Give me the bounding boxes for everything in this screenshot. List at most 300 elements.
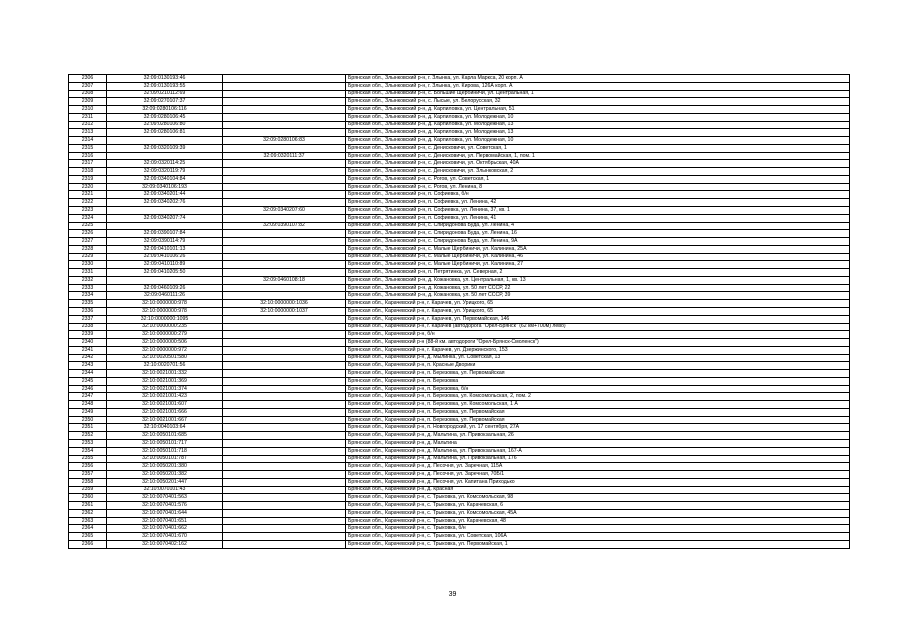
address-cell: Брянская обл., Злынковский р-н, с. Спиридонова Буда, ул. Ленина, 4 xyxy=(346,222,850,230)
address-cell: Брянская обл., Злынковский р-н, п. Софиевка, б/н xyxy=(346,191,850,199)
address-cell: Брянская обл., Карачевский р-н, п. Березовка, ул. Первомайская xyxy=(346,408,850,416)
row-number-cell: 2315 xyxy=(69,144,107,152)
cadastral-number-cell: 32:10:0050201:447 xyxy=(107,478,223,486)
address-cell: Брянская обл., Карачевский р-н, п. Красные Дворики xyxy=(346,362,850,370)
object-cadastral-number-cell xyxy=(223,346,346,354)
row-number-cell: 2311 xyxy=(69,113,107,121)
object-cadastral-number-cell xyxy=(223,486,346,494)
cadastral-number-cell: 32:10:0000000:978 xyxy=(107,300,223,308)
address-cell: Брянская обл., Карачевский р-н, п. Новгородский, ул. 17 сентября, 27А xyxy=(346,424,850,432)
object-cadastral-number-cell xyxy=(223,463,346,471)
cadastral-number-cell: 32:10:0070402:162 xyxy=(107,540,223,548)
object-cadastral-number-cell xyxy=(223,315,346,323)
address-cell: Брянская обл., Карачевский р-н, п. Березовка, б/н xyxy=(346,385,850,393)
address-cell: Брянская обл., Карачевский р-н, п. Березовка, ул. Первомайская xyxy=(346,416,850,424)
address-cell: Брянская обл., Карачевский р-н, д. Мылинка, ул. Советская, 13 xyxy=(346,354,850,362)
address-cell: Брянская обл., Карачевский р-н, д. Мальтина, ул. Привокзальная, 26 xyxy=(346,432,850,440)
table-row xyxy=(69,168,850,176)
table-row xyxy=(69,432,850,440)
table-row xyxy=(69,502,850,510)
address-cell: Брянская обл., Карачевский р-н, г. Карачев (автодорога "Орел-Брянск" (62 км+700м) лево) xyxy=(346,323,850,331)
object-cadastral-number-cell xyxy=(223,75,346,83)
table-row xyxy=(69,245,850,253)
cadastral-number-cell: 32:10:0021001:666 xyxy=(107,408,223,416)
cadastral-number-cell: 32:10:0050101:718 xyxy=(107,447,223,455)
object-cadastral-number-cell xyxy=(223,525,346,533)
cadastral-number-cell: 32:10:0070401:576 xyxy=(107,502,223,510)
table-row xyxy=(69,129,850,137)
table-row xyxy=(69,393,850,401)
row-number-cell: 2321 xyxy=(69,191,107,199)
object-cadastral-number-cell xyxy=(223,230,346,238)
property-table xyxy=(68,74,850,549)
object-cadastral-number-cell: 32:09:0460108:18 xyxy=(223,276,346,284)
row-number-cell: 2339 xyxy=(69,331,107,339)
table-row xyxy=(69,540,850,548)
address-cell: Брянская обл., Карачевский р-н, с. Трыковка, ул. Комсомольская, 45А xyxy=(346,509,850,517)
address-cell: Брянская обл., Карачевский р-н, с. Трыковка, ул. Карачевская, 48 xyxy=(346,517,850,525)
row-number-cell: 2351 xyxy=(69,424,107,432)
table-row xyxy=(69,121,850,129)
address-cell: Брянская обл., Карачевский р-н, с. Трыковка, ул. Карачевская, 6 xyxy=(346,502,850,510)
object-cadastral-number-cell xyxy=(223,144,346,152)
address-cell: Брянская обл., Карачевский р-н, г. Карачев, ул. Дзержинского, 153 xyxy=(346,346,850,354)
row-number-cell: 2361 xyxy=(69,502,107,510)
table-row xyxy=(69,323,850,331)
address-cell: Брянская обл., Злынковский р-н, г. Злынка, ул. Карла Маркса, 20 корп. А xyxy=(346,75,850,83)
address-cell: Брянская обл., Карачевский р-н (88-й км. автодороги "Орел-Брянск-Смоленск") xyxy=(346,339,850,347)
address-cell: Брянская обл., Злынковский р-н, д. Кожановка, ул. Центральная, 1, кв. 13 xyxy=(346,276,850,284)
address-cell: Брянская обл., Карачевский р-н, п. Березовка, ул. Первомайская xyxy=(346,370,850,378)
row-number-cell: 2346 xyxy=(69,385,107,393)
cadastral-number-cell: 32:10:0021001:374 xyxy=(107,385,223,393)
address-cell: Брянская обл., Злынковский р-н, п. Софиевка, ул. Ленина, 37, кв. 1 xyxy=(346,207,850,215)
row-number-cell: 2331 xyxy=(69,269,107,277)
cadastral-number-cell: 32:10:0000000:1095 xyxy=(107,315,223,323)
object-cadastral-number-cell xyxy=(223,129,346,137)
object-cadastral-number-cell xyxy=(223,183,346,191)
address-cell: Брянская обл., Злынковский р-н, с. Большие Щербиничи, ул. Центральная, 1 xyxy=(346,90,850,98)
row-number-cell: 2341 xyxy=(69,346,107,354)
address-cell: Брянская обл., Злынковский р-н, с. Спиридонова Буда, ул. Ленина, 16 xyxy=(346,230,850,238)
address-cell: Брянская обл., Карачевский р-н, с. Трыковка, б/н xyxy=(346,525,850,533)
row-number-cell: 2353 xyxy=(69,439,107,447)
row-number-cell: 2348 xyxy=(69,401,107,409)
row-number-cell: 2306 xyxy=(69,75,107,83)
table-row xyxy=(69,253,850,261)
object-cadastral-number-cell: 32:09:0390107:82 xyxy=(223,222,346,230)
cadastral-number-cell: 32:09:0410101:13 xyxy=(107,245,223,253)
cadastral-number-cell: 32:10:0070401:651 xyxy=(107,517,223,525)
address-cell: Брянская обл., Злынковский р-н, с. Малые Щербиничи, ул. Калинина, 27 xyxy=(346,261,850,269)
address-cell: Брянская обл., Злынковский р-н, г. Злынка, ул. Кирова, 126А корп. А xyxy=(346,82,850,90)
cadastral-number-cell: 32:10:0070101:43 xyxy=(107,486,223,494)
cadastral-number-cell: 32:10:0021001:332 xyxy=(107,370,223,378)
address-cell: Брянская обл., Карачевский р-н, с. Трыковка, ул. Советская, 106А xyxy=(346,533,850,541)
cadastral-number-cell: 32:09:0320114:25 xyxy=(107,160,223,168)
object-cadastral-number-cell xyxy=(223,354,346,362)
row-number-cell: 2343 xyxy=(69,362,107,370)
row-number-cell: 2362 xyxy=(69,509,107,517)
address-cell: Брянская обл., Злынковский р-н, д. Кожановка, ул. 50 лет СССР, 22 xyxy=(346,284,850,292)
object-cadastral-number-cell xyxy=(223,455,346,463)
object-cadastral-number-cell xyxy=(223,98,346,106)
row-number-cell: 2332 xyxy=(69,276,107,284)
cadastral-number-cell: 32:10:0050101:717 xyxy=(107,439,223,447)
object-cadastral-number-cell xyxy=(223,401,346,409)
cadastral-number-cell: 32:10:0070401:662 xyxy=(107,525,223,533)
row-number-cell: 2335 xyxy=(69,300,107,308)
cadastral-number-cell: 32:10:0070401:644 xyxy=(107,509,223,517)
cadastral-number-cell: 32:09:0270107:37 xyxy=(107,98,223,106)
object-cadastral-number-cell xyxy=(223,533,346,541)
object-cadastral-number-cell xyxy=(223,494,346,502)
object-cadastral-number-cell xyxy=(223,82,346,90)
cadastral-number-cell: 32:10:0020501:580 xyxy=(107,354,223,362)
table-row xyxy=(69,269,850,277)
table-row xyxy=(69,175,850,183)
table-row xyxy=(69,509,850,517)
address-cell: Брянская обл., Злынковский р-н, п. Петрятинка, ул. Северная, 2 xyxy=(346,269,850,277)
row-number-cell: 2309 xyxy=(69,98,107,106)
table-row xyxy=(69,222,850,230)
table-row xyxy=(69,137,850,145)
table-row xyxy=(69,408,850,416)
table-row xyxy=(69,362,850,370)
cadastral-number-cell: 32:09:0280106:116 xyxy=(107,106,223,114)
address-cell: Брянская обл., Карачевский р-н, д. Песочня, ул. Заречная, 70Б/1 xyxy=(346,471,850,479)
table-row xyxy=(69,401,850,409)
address-cell: Брянская обл., Карачевский р-н, г. Карачев, ул. Урицкого, 65 xyxy=(346,307,850,315)
address-cell: Брянская обл., Карачевский р-н, г. Карачев, ул. Урицкого, 65 xyxy=(346,300,850,308)
table-body xyxy=(69,75,850,549)
row-number-cell: 2340 xyxy=(69,339,107,347)
cadastral-number-cell: 32:10:0040103:64 xyxy=(107,424,223,432)
row-number-cell: 2313 xyxy=(69,129,107,137)
address-cell: Брянская обл., Карачевский р-н, п. Березовка, ул. Комсомольская, 1 А xyxy=(346,401,850,409)
row-number-cell: 2359 xyxy=(69,486,107,494)
address-cell: Брянская обл., Злынковский р-н, п. Софиевка, ул. Ленина, 41 xyxy=(346,214,850,222)
address-cell: Брянская обл., Злынковский р-н, д. Карпиловка, ул. Молодежная, 13 xyxy=(346,129,850,137)
address-cell: Брянская обл., Злынковский р-н, д. Карпиловка, ул. Молодежная, 10 xyxy=(346,113,850,121)
table-row xyxy=(69,346,850,354)
cadastral-number-cell: 32:10:0050201:380 xyxy=(107,463,223,471)
row-number-cell: 2352 xyxy=(69,432,107,440)
object-cadastral-number-cell xyxy=(223,121,346,129)
cadastral-number-cell: 32:10:0050101:685 xyxy=(107,432,223,440)
cadastral-number-cell: 32:10:0021001:369 xyxy=(107,377,223,385)
table-row xyxy=(69,525,850,533)
cadastral-number-cell: 32:10:0000000:506 xyxy=(107,339,223,347)
cadastral-number-cell: 32:09:0340202:76 xyxy=(107,199,223,207)
address-cell: Брянская обл., Злынковский р-н, с. Денисковичи, ул. Октябрьская, 40А xyxy=(346,160,850,168)
cadastral-number-cell: 32:09:0280106:80 xyxy=(107,121,223,129)
cadastral-number-cell: 32:10:0050201:382 xyxy=(107,471,223,479)
row-number-cell: 2350 xyxy=(69,416,107,424)
row-number-cell: 2334 xyxy=(69,292,107,300)
object-cadastral-number-cell xyxy=(223,238,346,246)
table-row xyxy=(69,385,850,393)
address-cell: Брянская обл., Злынковский р-н, д. Карпиловка, ул. Центральная, 51 xyxy=(346,106,850,114)
row-number-cell: 2324 xyxy=(69,214,107,222)
row-number-cell: 2354 xyxy=(69,447,107,455)
cadastral-number-cell: 32:09:0320119:79 xyxy=(107,168,223,176)
address-cell: Брянская обл., Злынковский р-н, д. Карпиловка, ул. Молодежная, 10 xyxy=(346,137,850,145)
object-cadastral-number-cell xyxy=(223,160,346,168)
table-row xyxy=(69,455,850,463)
cadastral-number-cell xyxy=(107,222,223,230)
cadastral-number-cell xyxy=(107,137,223,145)
object-cadastral-number-cell xyxy=(223,517,346,525)
cadastral-number-cell: 32:09:0210112:69 xyxy=(107,90,223,98)
table-row xyxy=(69,152,850,160)
row-number-cell: 2360 xyxy=(69,494,107,502)
row-number-cell: 2342 xyxy=(69,354,107,362)
cadastral-number-cell: 32:10:0000000:978 xyxy=(107,307,223,315)
address-cell: Брянская обл., Карачевский р-н, п. Березовка, ул. Комсомольская, 2, пом. 2 xyxy=(346,393,850,401)
row-number-cell: 2312 xyxy=(69,121,107,129)
row-number-cell: 2329 xyxy=(69,253,107,261)
object-cadastral-number-cell xyxy=(223,191,346,199)
table-row xyxy=(69,284,850,292)
row-number-cell: 2310 xyxy=(69,106,107,114)
table-row xyxy=(69,533,850,541)
cadastral-number-cell: 32:09:0340104:84 xyxy=(107,175,223,183)
address-cell: Брянская обл., Злынковский р-н, с. Денисковичи, ул. Первомайская, 1, пом. 1 xyxy=(346,152,850,160)
table-row xyxy=(69,214,850,222)
object-cadastral-number-cell xyxy=(223,424,346,432)
cadastral-number-cell: 32:09:0460111:26 xyxy=(107,292,223,300)
object-cadastral-number-cell xyxy=(223,540,346,548)
table-row xyxy=(69,315,850,323)
cadastral-number-cell: 32:09:0320109:39 xyxy=(107,144,223,152)
row-number-cell: 2322 xyxy=(69,199,107,207)
object-cadastral-number-cell xyxy=(223,432,346,440)
object-cadastral-number-cell xyxy=(223,284,346,292)
table-row xyxy=(69,307,850,315)
cadastral-number-cell: 32:09:0280106:45 xyxy=(107,113,223,121)
table-row xyxy=(69,331,850,339)
cadastral-number-cell: 32:09:0130193:55 xyxy=(107,82,223,90)
table-row xyxy=(69,106,850,114)
object-cadastral-number-cell xyxy=(223,175,346,183)
address-cell: Брянская обл., Карачевский р-н, д. Песочня, ул. Заречная, 115А xyxy=(346,463,850,471)
object-cadastral-number-cell: 32:09:0320111:37 xyxy=(223,152,346,160)
address-cell: Брянская обл., Злынковский р-н, с. Спиридонова Буда, ул. Ленина, 9А xyxy=(346,238,850,246)
row-number-cell: 2338 xyxy=(69,323,107,331)
table-row xyxy=(69,517,850,525)
object-cadastral-number-cell xyxy=(223,502,346,510)
object-cadastral-number-cell xyxy=(223,478,346,486)
table-row xyxy=(69,377,850,385)
row-number-cell: 2366 xyxy=(69,540,107,548)
address-cell: Брянская обл., Карачевский р-н, д. Песочня, ул. Капитана Приходько xyxy=(346,478,850,486)
table-row xyxy=(69,494,850,502)
table-row xyxy=(69,144,850,152)
object-cadastral-number-cell xyxy=(223,416,346,424)
row-number-cell: 2337 xyxy=(69,315,107,323)
table-row xyxy=(69,370,850,378)
object-cadastral-number-cell xyxy=(223,408,346,416)
cadastral-number-cell xyxy=(107,276,223,284)
row-number-cell: 2333 xyxy=(69,284,107,292)
cadastral-number-cell: 32:10:0021001:667 xyxy=(107,416,223,424)
row-number-cell: 2349 xyxy=(69,408,107,416)
table-row xyxy=(69,199,850,207)
cadastral-number-cell: 32:10:0021001:607 xyxy=(107,401,223,409)
object-cadastral-number-cell xyxy=(223,261,346,269)
cadastral-number-cell: 32:09:0390114:79 xyxy=(107,238,223,246)
row-number-cell: 2317 xyxy=(69,160,107,168)
row-number-cell: 2323 xyxy=(69,207,107,215)
cadastral-number-cell: 32:10:0070401:563 xyxy=(107,494,223,502)
row-number-cell: 2319 xyxy=(69,175,107,183)
address-cell: Брянская обл., Карачевский р-н, д. Мальтина, ул. Привокзальная, 167-А xyxy=(346,447,850,455)
object-cadastral-number-cell xyxy=(223,385,346,393)
address-cell: Брянская обл., Злынковский р-н, с. Малые Щербиничи, ул. Калинина, 25А xyxy=(346,245,850,253)
address-cell: Брянская обл., Злынковский р-н, с. Малые Щербиничи, ул. Калинина, 46 xyxy=(346,253,850,261)
address-cell: Брянская обл., Злынковский р-н, с. Денисковичи, ул. Злынковская, 2 xyxy=(346,168,850,176)
object-cadastral-number-cell xyxy=(223,245,346,253)
table-row xyxy=(69,463,850,471)
row-number-cell: 2327 xyxy=(69,238,107,246)
table-row xyxy=(69,354,850,362)
cadastral-number-cell: 32:09:0460109:26 xyxy=(107,284,223,292)
object-cadastral-number-cell xyxy=(223,393,346,401)
cadastral-number-cell xyxy=(107,152,223,160)
object-cadastral-number-cell xyxy=(223,331,346,339)
cadastral-number-cell: 32:10:0000000:972 xyxy=(107,346,223,354)
table-row xyxy=(69,82,850,90)
object-cadastral-number-cell xyxy=(223,447,346,455)
address-cell: Брянская обл., Карачевский р-н, г. Карачев, ул. Первомайская, 146 xyxy=(346,315,850,323)
table-row xyxy=(69,339,850,347)
cadastral-number-cell: 32:09:0340201:44 xyxy=(107,191,223,199)
row-number-cell: 2308 xyxy=(69,90,107,98)
row-number-cell: 2358 xyxy=(69,478,107,486)
row-number-cell: 2347 xyxy=(69,393,107,401)
object-cadastral-number-cell: 32:09:0340207:60 xyxy=(223,207,346,215)
row-number-cell: 2336 xyxy=(69,307,107,315)
object-cadastral-number-cell xyxy=(223,106,346,114)
cadastral-number-cell: 32:09:0340106:193 xyxy=(107,183,223,191)
row-number-cell: 2356 xyxy=(69,463,107,471)
cadastral-number-cell: 32:10:0020701:56 xyxy=(107,362,223,370)
object-cadastral-number-cell xyxy=(223,253,346,261)
object-cadastral-number-cell xyxy=(223,90,346,98)
table-row xyxy=(69,471,850,479)
cadastral-number-cell: 32:09:0130193:46 xyxy=(107,75,223,83)
table-row xyxy=(69,191,850,199)
address-cell: Брянская обл., Злынковский р-н, с. Денисковичи, ул. Советская, 1 xyxy=(346,144,850,152)
table-row xyxy=(69,238,850,246)
row-number-cell: 2357 xyxy=(69,471,107,479)
table-row xyxy=(69,75,850,83)
object-cadastral-number-cell xyxy=(223,168,346,176)
object-cadastral-number-cell xyxy=(223,471,346,479)
table-row xyxy=(69,416,850,424)
cadastral-number-cell: 32:09:0410106:26 xyxy=(107,253,223,261)
row-number-cell: 2363 xyxy=(69,517,107,525)
object-cadastral-number-cell xyxy=(223,323,346,331)
cadastral-number-cell xyxy=(107,207,223,215)
table-row xyxy=(69,292,850,300)
table-row xyxy=(69,90,850,98)
address-cell: Брянская обл., Злынковский р-н, с. Рогов, ул. Советская, 1 xyxy=(346,175,850,183)
address-cell: Брянская обл., Карачевский р-н, с. Трыковка, ул. Комсомольская, 98 xyxy=(346,494,850,502)
cadastral-number-cell: 32:10:0021001:423 xyxy=(107,393,223,401)
object-cadastral-number-cell xyxy=(223,439,346,447)
page-number: 39 xyxy=(448,591,457,598)
object-cadastral-number-cell xyxy=(223,113,346,121)
address-cell: Брянская обл., Злынковский р-н, с. Рогов, ул. Ленина, 8 xyxy=(346,183,850,191)
row-number-cell: 2307 xyxy=(69,82,107,90)
table-row xyxy=(69,113,850,121)
cadastral-number-cell: 32:09:0410110:89 xyxy=(107,261,223,269)
object-cadastral-number-cell: 32:09:0280106:83 xyxy=(223,137,346,145)
table-row xyxy=(69,207,850,215)
row-number-cell: 2316 xyxy=(69,152,107,160)
cadastral-number-cell: 32:09:0280106:81 xyxy=(107,129,223,137)
row-number-cell: 2355 xyxy=(69,455,107,463)
row-number-cell: 2330 xyxy=(69,261,107,269)
address-cell: Брянская обл., Карачевский р-н, д. Красная xyxy=(346,486,850,494)
object-cadastral-number-cell xyxy=(223,362,346,370)
table-row xyxy=(69,478,850,486)
table-row xyxy=(69,439,850,447)
object-cadastral-number-cell xyxy=(223,292,346,300)
cadastral-number-cell: 32:10:0050101:787 xyxy=(107,455,223,463)
address-cell: Брянская обл., Карачевский р-н, п. Березовка xyxy=(346,377,850,385)
row-number-cell: 2364 xyxy=(69,525,107,533)
table-row xyxy=(69,261,850,269)
address-cell: Брянская обл., Злынковский р-н, д. Карпиловка, ул. Молодежная, 13 xyxy=(346,121,850,129)
object-cadastral-number-cell xyxy=(223,370,346,378)
address-cell: Брянская обл., Злынковский р-н, с. Лысые, ул. Белорусская, 32 xyxy=(346,98,850,106)
object-cadastral-number-cell xyxy=(223,377,346,385)
cadastral-number-cell: 32:10:0070401:670 xyxy=(107,533,223,541)
row-number-cell: 2314 xyxy=(69,137,107,145)
address-cell: Брянская обл., Злынковский р-н, д. Кожановка, ул. 50 лет СССР, 39 xyxy=(346,292,850,300)
row-number-cell: 2318 xyxy=(69,168,107,176)
row-number-cell: 2320 xyxy=(69,183,107,191)
table-row xyxy=(69,183,850,191)
row-number-cell: 2365 xyxy=(69,533,107,541)
row-number-cell: 2344 xyxy=(69,370,107,378)
object-cadastral-number-cell: 32:10:0000000:1037 xyxy=(223,307,346,315)
object-cadastral-number-cell xyxy=(223,199,346,207)
cadastral-number-cell: 32:10:0000000:235 xyxy=(107,323,223,331)
cadastral-number-cell: 32:09:0410205:50 xyxy=(107,269,223,277)
table-row xyxy=(69,230,850,238)
table-row xyxy=(69,300,850,308)
cadastral-number-cell: 32:10:0000000:279 xyxy=(107,331,223,339)
table-row xyxy=(69,486,850,494)
row-number-cell: 2345 xyxy=(69,377,107,385)
address-cell: Брянская обл., Карачевский р-н, д. Мальтина, ул. Привокзальная, 176 xyxy=(346,455,850,463)
address-cell: Брянская обл., Карачевский р-н, б/н xyxy=(346,331,850,339)
row-number-cell: 2326 xyxy=(69,230,107,238)
row-number-cell: 2328 xyxy=(69,245,107,253)
object-cadastral-number-cell xyxy=(223,214,346,222)
cadastral-number-cell: 32:09:0340207:74 xyxy=(107,214,223,222)
address-cell: Брянская обл., Карачевский р-н, с. Трыковка, ул. Первомайская, 1 xyxy=(346,540,850,548)
address-cell: Брянская обл., Карачевский р-н, д. Мальтина xyxy=(346,439,850,447)
table-row xyxy=(69,98,850,106)
cadastral-number-cell: 32:09:0390107:84 xyxy=(107,230,223,238)
row-number-cell: 2325 xyxy=(69,222,107,230)
object-cadastral-number-cell xyxy=(223,269,346,277)
